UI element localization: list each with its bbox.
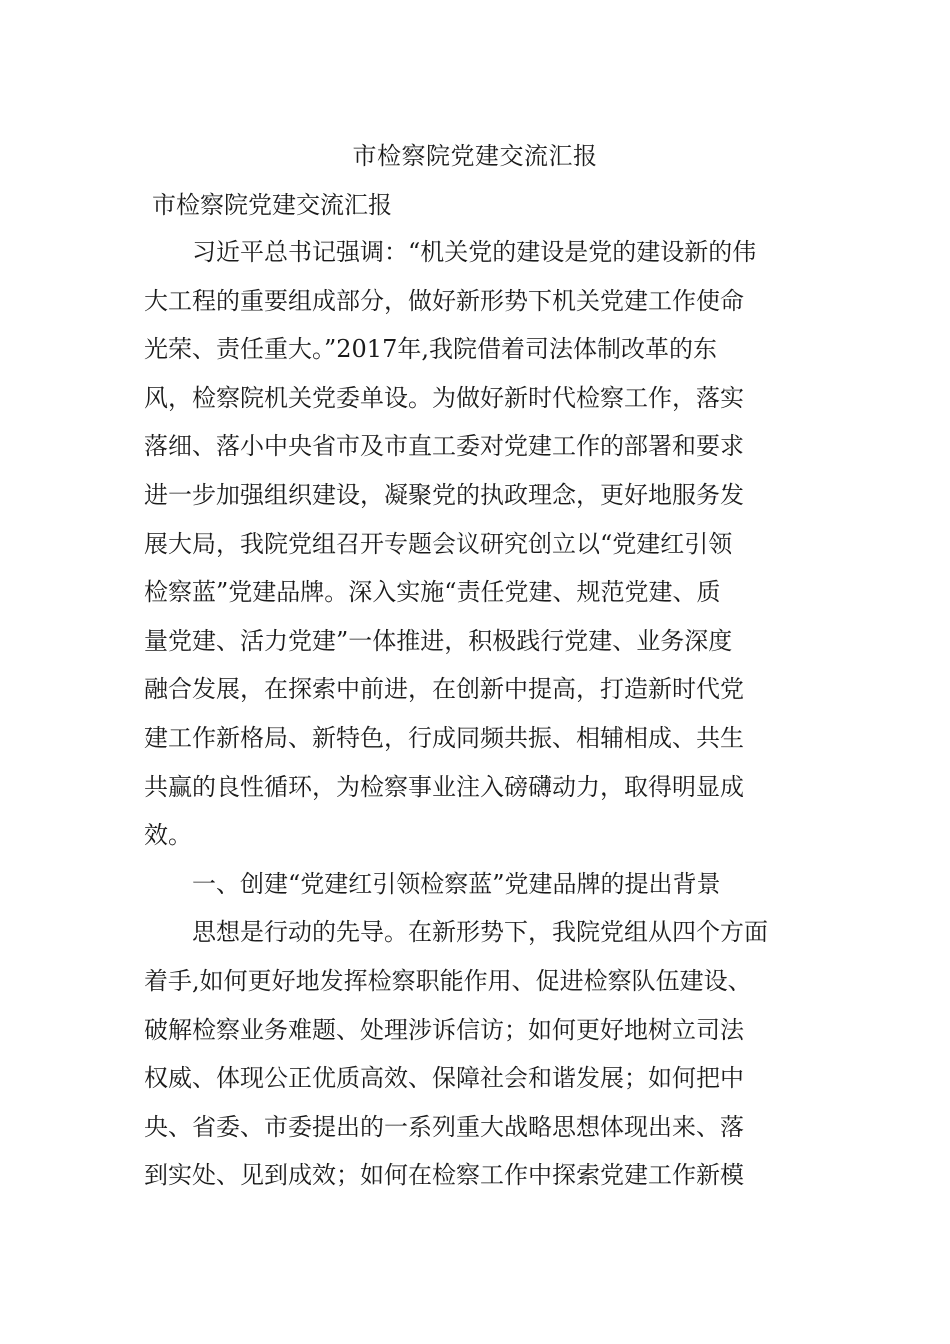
text-line: 权威、体现公正优质高效、保障社会和谐发展；如何把中 bbox=[144, 1064, 744, 1093]
text-line: 效。 bbox=[144, 821, 192, 850]
text-line: 融合发展，在探索中前进，在创新中提高，打造新时代党 bbox=[144, 675, 744, 704]
text-line: 着手,如何更好地发挥检察职能作用、促进检察队伍建设、 bbox=[144, 966, 752, 995]
text-line: 进一步加强组织建设，凝聚党的执政理念，更好地服务发 bbox=[144, 480, 744, 509]
text-line: 央、省委、市委提出的一系列重大战略思想体现出来、落 bbox=[144, 1112, 744, 1141]
text-line: 习近平总书记强调：“机关党的建设是党的建设新的伟 bbox=[192, 238, 757, 266]
text-line: 展大局，我院党组召开专题会议研究创立以“党建红引领 bbox=[144, 529, 733, 558]
text-line: 大工程的重要组成部分，做好新形势下机关党建工作使命 bbox=[144, 286, 744, 315]
text-line: 破解检察业务难题、处理涉诉信访；如何更好地树立司法 bbox=[144, 1015, 744, 1044]
document-subtitle: 市检察院党建交流汇报 bbox=[152, 191, 392, 219]
text-line: 落细、落小中央省市及市直工委对党建工作的部署和要求 bbox=[144, 432, 744, 461]
text-line: 思想是行动的先导。在新形势下，我院党组从四个方面 bbox=[192, 918, 768, 947]
text-line: 风，检察院机关党委单设。为做好新时代检察工作，落实 bbox=[144, 383, 744, 412]
text-line: 到实处、见到成效；如何在检察工作中探索党建工作新模 bbox=[144, 1161, 744, 1190]
document-body bbox=[144, 228, 808, 1200]
text-line: 量党建、活力党建”一体推进，积极践行党建、业务深度 bbox=[144, 626, 733, 655]
text-line: 共赢的良性循环，为检察事业注入磅礴动力，取得明显成 bbox=[144, 772, 744, 801]
text-line: 检察蓝”党建品牌。深入实施“责任党建、规范党建、质 bbox=[144, 578, 721, 607]
text-line: 建工作新格局、新特色，行成同频共振、相辅相成、共生 bbox=[144, 723, 744, 752]
paragraph-background bbox=[144, 908, 808, 1200]
document-title: 市检察院党建交流汇报 bbox=[352, 142, 598, 170]
text-line: 光荣、责任重大。”2017年,我院借着司法体制改革的东 bbox=[144, 335, 717, 364]
paragraph-intro bbox=[144, 228, 808, 860]
section-heading-1 bbox=[144, 860, 808, 909]
text-line: 一、创建“党建红引领检察蓝”党建品牌的提出背景 bbox=[192, 869, 721, 898]
